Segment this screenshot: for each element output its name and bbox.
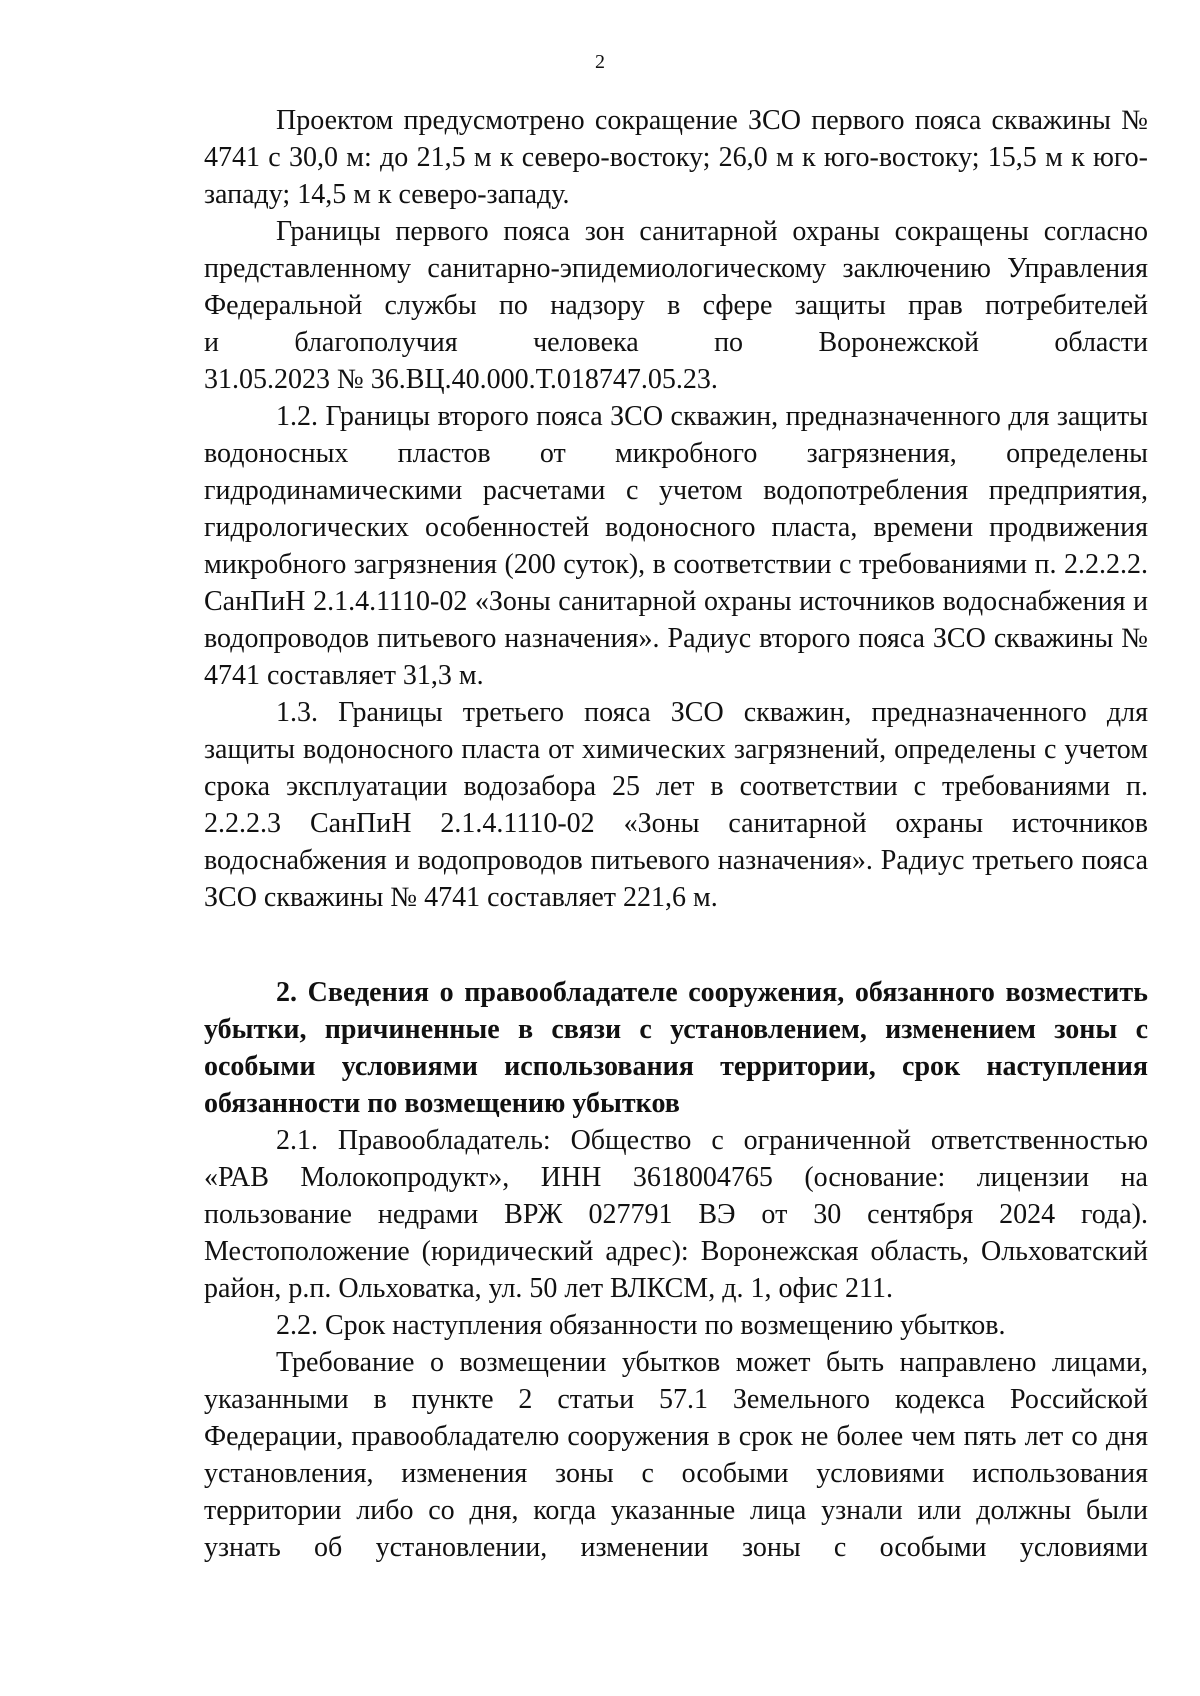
word: условиями <box>1019 1532 1148 1563</box>
word: благополучия <box>294 327 458 358</box>
paragraph-rights-holder: 2.1. Правообладатель: Общество с ограниченной ответственностью «РАВ Молокопродукт», ИНН 3618004765 (основание: лицензии на пользование недрами ВРЖ 027791 ВЭ от 30 сентября 2024 года). Местоположение (юридический адрес): Воронежская область, Ольховатский район, р.п. Ольховатка, ул. 50 лет ВЛКСМ, д. 1, офис 211. <box>204 1125 1148 1304</box>
document-body <box>204 102 1148 1566</box>
word: с <box>833 1532 847 1563</box>
word: и <box>204 327 219 358</box>
word: узнать <box>204 1532 281 1563</box>
word: особыми <box>879 1532 987 1563</box>
word: человека <box>533 327 639 358</box>
paragraph-third-belt: 1.3. Границы третьего пояса ЗСО скважин, предназначенного для защиты водоносного пласта от химических загрязнений, определены с учетом срока эксплуатации водозабора 25 лет в соответствии с требованиями п. 2.2.2.3 СанПиН 2.1.4.1110-02 «Зоны санитарной охраны источников водоснабжения и водопроводов питьевого назначения». Радиус третьего пояса ЗСО скважины № 4741 составляет 221,6 м. <box>204 697 1148 913</box>
justified-line <box>204 324 1148 361</box>
word: об <box>314 1532 343 1563</box>
paragraph-deadline-title: 2.2. Срок наступления обязанности по возмещению убытков. <box>276 1310 1006 1341</box>
paragraph-zone-boundaries: Границы первого пояса зон санитарной охраны сокращены согласно представленному санитарно-эпидемиологическому заключению Управления Федеральной службы по надзору в сфере защиты прав потребителей <box>204 216 1148 321</box>
word: по <box>714 327 744 358</box>
word: зоны <box>741 1532 801 1563</box>
conclusion-reference: 31.05.2023 № 36.ВЦ.40.000.Т.018747.05.23. <box>204 364 718 395</box>
word: изменении <box>580 1532 709 1563</box>
paragraph-compensation-claim: Требование о возмещении убытков может быть направлено лицами, указанными в пункте 2 статьи 57.1 Земельного кодекса Российской Федерации, правообладателю сооружения в срок не более чем пять лет со дня установления, изменения зоны с особыми условиями использования территории либо со дня, когда указанные лица узнали или должны были <box>204 1347 1148 1526</box>
word: области <box>1054 327 1148 358</box>
word: Воронежской <box>818 327 979 358</box>
page-number: 2 <box>595 51 605 73</box>
section-heading-2: 2. Сведения о правообладателе сооружения, обязанного возместить убытки, причиненные в связи с установлением, изменением зоны с особыми условиями использования территории, срок наступления обязанности по возмещению убытков <box>204 977 1148 1119</box>
word: установлении, <box>375 1532 548 1563</box>
justified-line <box>204 1529 1148 1566</box>
paragraph-second-belt: 1.2. Границы второго пояса ЗСО скважин, предназначенного для защиты водоносных пластов от микробного загрязнения, определены гидродинамическими расчетами с учетом водопотребления предприятия, гидрологических особенностей водоносного пласта, времени продвижения микробного загрязнения (200 суток), в соответствии с требованиями п. 2.2.2.2. СанПиН 2.1.4.1110-02 «Зоны санитарной охраны источников водоснабжения и водопроводов питьевого назначения». Радиус второго пояса ЗСО скважины № 4741 составляет 31,3 м. <box>204 401 1148 691</box>
paragraph-zso-reduction: Проектом предусмотрено сокращение ЗСО первого пояса скважины № 4741 с 30,0 м: до 21,5 м к северо-востоку; 26,0 м к юго-востоку; 15,5 м к юго-западу; 14,5 м к северо-западу. <box>204 105 1148 210</box>
